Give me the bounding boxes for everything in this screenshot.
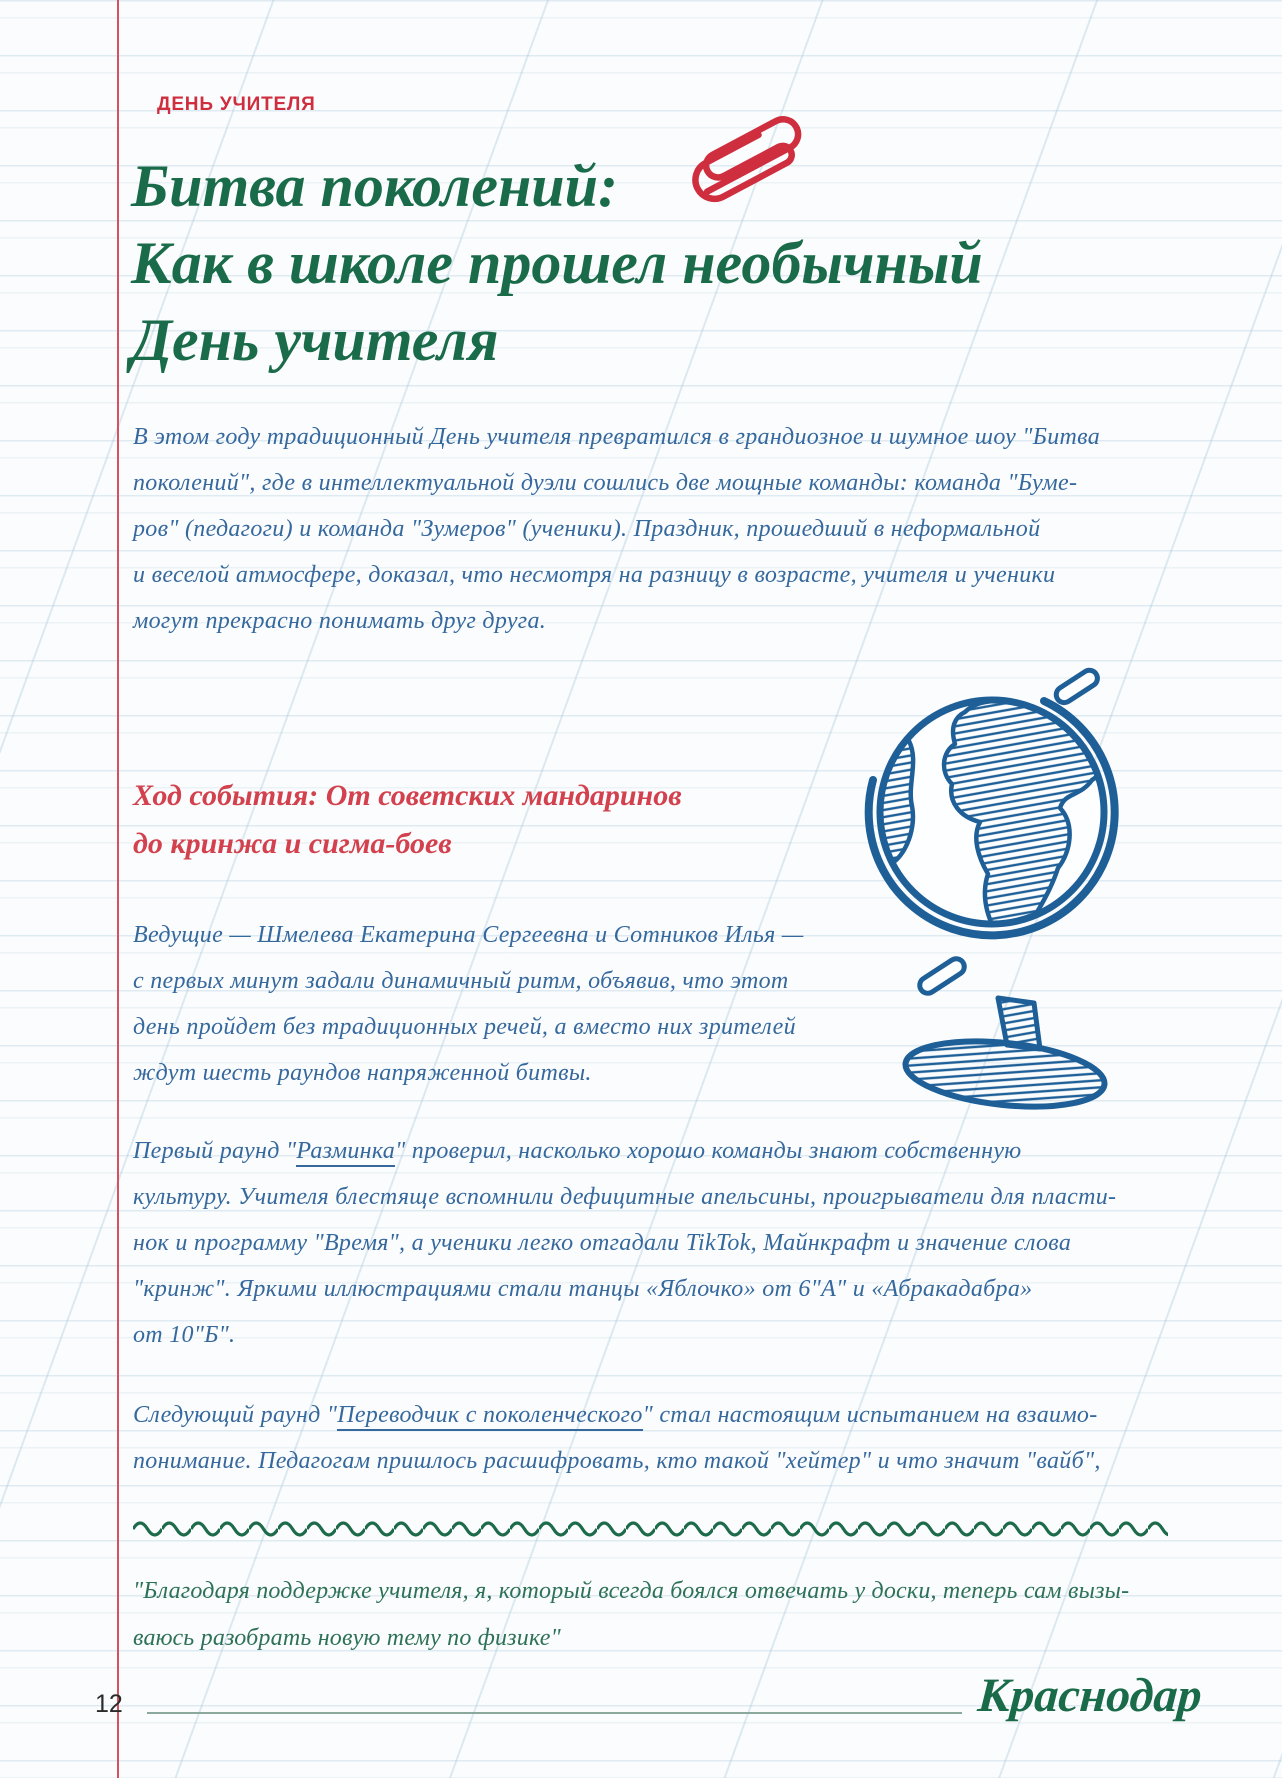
notebook-margin-line — [117, 0, 119, 1778]
round1-paragraph — [133, 1128, 1116, 1358]
text-line: В этом году традиционный День учителя превратился в грандиозное и шумное шоу "Битва — [133, 424, 1101, 450]
section-kicker: ДЕНЬ УЧИТЕЛЯ — [157, 94, 316, 115]
text-line: Первый раунд "Разминка" проверил, насколько хорошо команды знают собственную — [133, 1128, 1116, 1174]
hosts-paragraph — [133, 912, 804, 1096]
text-line: нок и программу "Время", а ученики легко отгадали TikTok, Майнкрафт и значение слова — [133, 1230, 1072, 1256]
text-line: Следующий раунд "Переводчик с поколенческого" стал настоящим испытанием на взаимо- — [133, 1392, 1101, 1438]
text-line: от 10"Б". — [133, 1322, 236, 1348]
text-line: ваюсь разобрать новую тему по физике" — [133, 1625, 561, 1651]
text-line: Ход события: От советских мандаринов — [133, 779, 682, 812]
text-line: с первых минут задали динамичный ритм, объявив, что этот — [133, 968, 789, 994]
text-line: могут прекрасно понимать друг друга. — [133, 608, 547, 634]
text-line: культуру. Учителя блестяще вспомнили дефицитные апельсины, проигрыватели для пласти- — [133, 1184, 1117, 1210]
text-line: ров" (педагоги) и команда "Зумеров" (ученики). Праздник, прошедший в неформальной — [133, 516, 1041, 542]
text-line: День учителя — [131, 307, 499, 373]
text-line: Битва поколений: — [131, 153, 619, 219]
article-title — [131, 148, 983, 379]
text-line: день пройдет без традиционных речей, а вместо них зрителей — [133, 1014, 796, 1040]
text-line: и веселой атмосфере, доказал, что несмотря на разницу в возрасте, учителя и ученики — [133, 562, 1056, 588]
intro-paragraph — [133, 414, 1100, 644]
text-line: понимание. Педагогам пришлось расшифровать, кто такой "хейтер" и что значит "вайб", — [133, 1448, 1101, 1474]
wavy-divider — [133, 1519, 1168, 1539]
round2-paragraph — [133, 1392, 1101, 1484]
page-number: 12 — [95, 1690, 123, 1718]
text-line: ждут шесть раундов напряженной битвы. — [133, 1060, 592, 1086]
text-line: до кринжа и сигма-боев — [133, 827, 452, 860]
text-line: Ведущие — Шмелева Екатерина Сергеевна и Сотников Илья — — [133, 922, 804, 948]
pull-quote — [133, 1568, 1129, 1662]
krasnodar-logo: Краснодар — [976, 1669, 1204, 1722]
text-line: Как в школе прошел необычный — [131, 230, 983, 296]
text-line: поколений", где в интеллектуальной дуэли сошлись две мощные команды: команда "Буме- — [133, 470, 1078, 496]
section-subheading — [133, 772, 682, 868]
text-line: "кринж". Яркими иллюстрациями стали танцы «Яблочко» от 6"А" и «Абракадабра» — [133, 1276, 1033, 1302]
text-line: "Благодаря поддержке учителя, я, который всегда боялся отвечать у доски, теперь сам вызы- — [133, 1578, 1130, 1604]
footer-rule — [147, 1712, 962, 1714]
globe-illustration — [780, 612, 1120, 1117]
